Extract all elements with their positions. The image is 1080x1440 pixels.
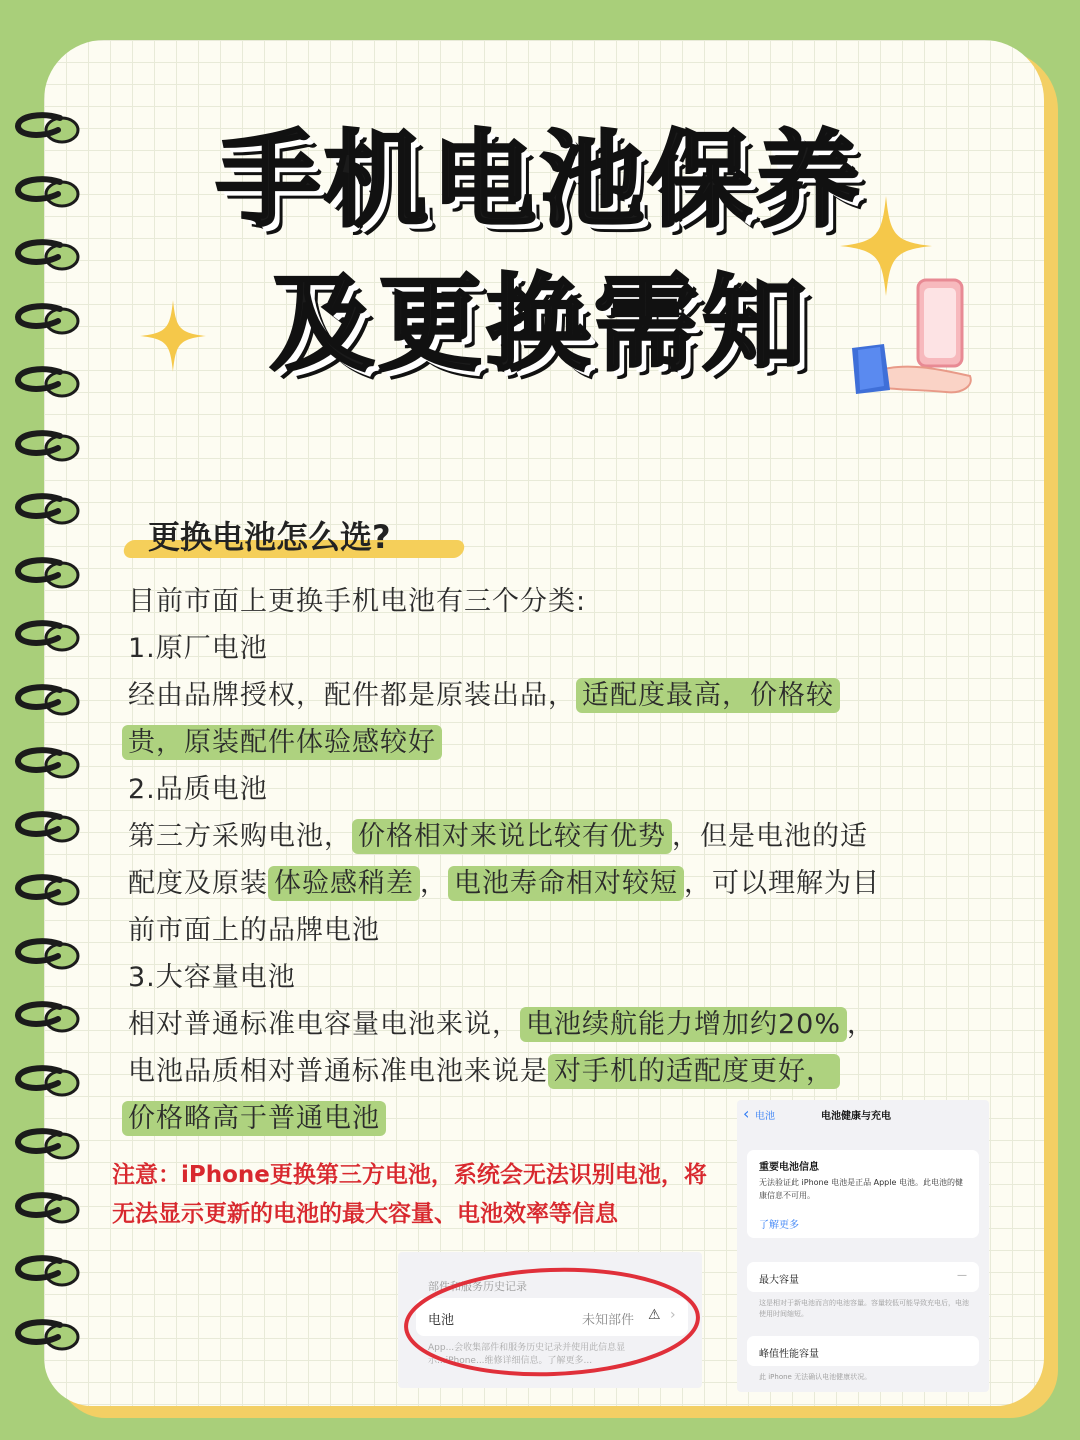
parts-footer: App...会收集部件和服务历史记录并使用此信息显示...iPhone...维修详细信息。了解更多... bbox=[428, 1343, 626, 1366]
item1-highlight: 贵，原装配件体验感较好 bbox=[122, 725, 442, 760]
battery-row-label: 电池 bbox=[428, 1313, 455, 1328]
item2-text: 配度及原装 bbox=[128, 868, 268, 899]
max-capacity-row bbox=[747, 1262, 979, 1292]
spiral-ring-icon bbox=[12, 426, 94, 466]
spiral-ring-icon bbox=[12, 553, 94, 593]
item2-highlight: 电池寿命相对较短 bbox=[448, 866, 684, 901]
chevron-right-icon: › bbox=[670, 1307, 676, 1323]
battery-health-screenshot bbox=[737, 1100, 989, 1392]
peak-capacity-row bbox=[747, 1336, 979, 1366]
item1-line1 bbox=[128, 672, 988, 719]
warning-note: 注意：iPhone更换第三方电池，系统会无法识别电池，将无法显示更新的电池的最大容量、电池效率等信息 bbox=[112, 1162, 707, 1227]
hand-holding-phone-icon bbox=[850, 278, 980, 408]
item2-text: ，但是电池的适 bbox=[672, 821, 868, 852]
chevron-left-icon: ‹ bbox=[743, 1104, 750, 1123]
item1-text: 经由品牌授权，配件都是原装出品， bbox=[128, 680, 576, 711]
info-card bbox=[747, 1150, 979, 1238]
intro-line: 目前市面上更换手机电池有三个分类: bbox=[128, 586, 587, 617]
max-capacity-label: 最大容量 bbox=[759, 1275, 799, 1286]
item3-highlight: 对手机的适配度更好， bbox=[548, 1054, 840, 1089]
spiral-ring-icon bbox=[12, 870, 94, 910]
item3-text: ， bbox=[847, 1009, 876, 1040]
spiral-ring-icon bbox=[12, 1188, 94, 1228]
back-button[interactable]: 电池 bbox=[755, 1111, 775, 1122]
item3-highlight: 电池续航能力增加约20% bbox=[520, 1007, 847, 1042]
spiral-ring-icon bbox=[12, 680, 94, 720]
battery-row-value: 未知部件 bbox=[582, 1313, 635, 1328]
item1-highlight: 适配度最高，价格较 bbox=[576, 678, 840, 713]
sparkle-star-icon bbox=[140, 300, 206, 372]
nav-title: 电池健康与充电 bbox=[821, 1111, 891, 1122]
max-capacity-desc: 这是相对于新电池而言的电池容量。容量较低可能导致充电后，电池使用时间缩短。 bbox=[759, 1299, 969, 1318]
red-circle-annotation bbox=[398, 1252, 702, 1388]
spiral-ring-icon bbox=[12, 1315, 94, 1355]
item2-line2 bbox=[128, 860, 988, 907]
item1-title: 1.原厂电池 bbox=[128, 633, 268, 664]
peak-capacity-desc: 此 iPhone 无法确认电池健康状况。 bbox=[759, 1373, 872, 1381]
spiral-ring-icon bbox=[12, 616, 94, 656]
item2-text: ， bbox=[420, 868, 448, 899]
item2-title: 2.品质电池 bbox=[128, 774, 268, 805]
item2-highlight: 价格相对来说比较有优势 bbox=[352, 819, 672, 854]
item2-highlight: 体验感稍差 bbox=[268, 866, 420, 901]
item3-highlight: 价格略高于普通电池 bbox=[122, 1101, 386, 1136]
section-heading: 更换电池怎么选? bbox=[148, 518, 391, 556]
item2-text: 第三方采购电池， bbox=[128, 821, 352, 852]
item2-line1 bbox=[128, 813, 988, 860]
spiral-ring-icon bbox=[12, 1124, 94, 1164]
item2-line3: 前市面上的品牌电池 bbox=[128, 915, 380, 946]
parts-history-screenshot bbox=[398, 1252, 702, 1388]
spiral-ring-icon bbox=[12, 807, 94, 847]
spiral-ring-icon bbox=[12, 743, 94, 783]
item3-text: 相对普通标准电容量电池来说， bbox=[128, 1009, 520, 1040]
spiral-ring-icon bbox=[12, 997, 94, 1037]
learn-more-link[interactable]: 了解更多 bbox=[759, 1220, 799, 1231]
item3-text: 电池品质相对普通标准电池来说是 bbox=[128, 1056, 548, 1087]
content-body bbox=[128, 578, 988, 1142]
item2-text: ，可以理解为目 bbox=[684, 868, 880, 899]
peak-capacity-label: 峰值性能容量 bbox=[759, 1349, 819, 1360]
item3-title: 3.大容量电池 bbox=[128, 962, 296, 993]
spiral-ring-icon bbox=[12, 1251, 94, 1291]
page-title-line2: 及更换需知 bbox=[269, 263, 810, 385]
page-title-line1: 手机电池保养 bbox=[215, 119, 864, 241]
max-capacity-value: — bbox=[957, 1270, 967, 1281]
item3-line1 bbox=[128, 1001, 988, 1048]
item1-line2 bbox=[128, 719, 988, 766]
info-title: 重要电池信息 bbox=[759, 1162, 819, 1173]
parts-section-label: 部件和服务历史记录 bbox=[428, 1280, 527, 1293]
spiral-ring-icon bbox=[12, 489, 94, 529]
item3-line2 bbox=[128, 1048, 988, 1095]
spiral-ring-icon bbox=[12, 1061, 94, 1101]
spiral-ring-icon bbox=[12, 934, 94, 974]
warning-icon: ⚠ bbox=[648, 1307, 661, 1323]
info-text: 无法验证此 iPhone 电池是正品 Apple 电池。此电池的健康信息不可用。 bbox=[759, 1178, 963, 1200]
